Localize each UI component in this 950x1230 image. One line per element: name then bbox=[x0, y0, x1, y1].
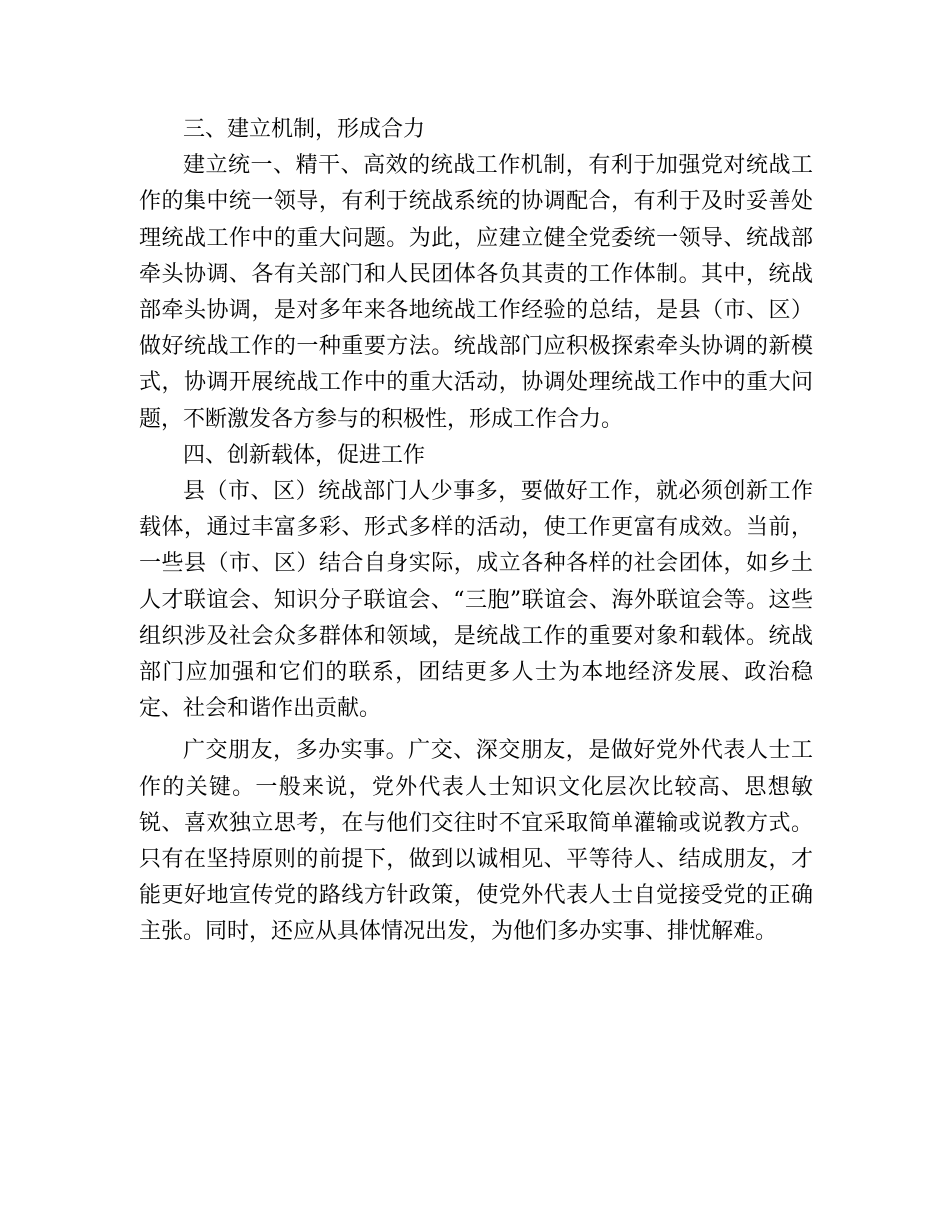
body-paragraph-1: 建立统一、精干、高效的统战工作机制，有利于加强党对统战工作的集中统一领导，有利于统战系统的协调配合，有利于及时妥善处理统战工作中的重大问题。为此，应建立健全党委统一领导、统战部牵头协调、各有关部门和人民团体各负其责的工作体制。其中，统战部牵头协调，是对多年来各地统战工作经验的总结，是县（市、区）做好统战工作的一种重要方法。统战部门应积极探索牵头协调的新模式，协调开展统战工作中的重大活动，协调处理统战工作中的重大问题，不断激发各方参与的积极性，形成工作合力。 bbox=[139, 153, 813, 432]
body-paragraph-2: 县（市、区）统战部门人少事多，要做好工作，就必须创新工作载体，通过丰富多彩、形式多样的活动，使工作更富有成效。当前，一些县（市、区）结合自身实际，成立各种各样的社会团体，如乡土人才联谊会、知识分子联谊会、“三胞”联谊会、海外联谊会等。这些组织涉及社会众多群体和领域，是统战工作的重要对象和载体。统战部门应加强和它们的联系，团结更多人士为本地经济发展、政治稳定、社会和谐作出贡献。 bbox=[139, 479, 813, 722]
document-page bbox=[139, 112, 813, 951]
section-heading-3: 三、建立机制，形成合力 bbox=[183, 117, 426, 142]
section-heading-4: 四、创新载体，促进工作 bbox=[183, 442, 426, 468]
body-paragraph-3: 广交朋友，多办实事。广交、深交朋友，是做好党外代表人士工作的关键。一般来说，党外代表人士知识文化层次比较高、思想敏锐、喜欢独立思考，在与他们交往时不宜采取简单灌输或说教方式。只有在坚持原则的前提下，做到以诚相见、平等待人、结成朋友，才能更好地宣传党的路线方针政策，使党外代表人士自觉接受党的正确主张。同时，还应从具体情况出发，为他们多办实事、排忧解难。 bbox=[139, 738, 813, 945]
